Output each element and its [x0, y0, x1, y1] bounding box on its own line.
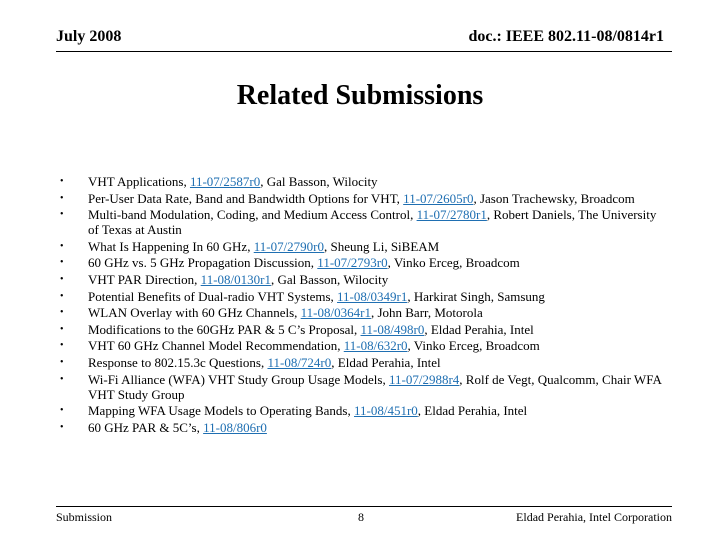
submission-link[interactable]: 11-08/0349r1: [337, 288, 408, 304]
item-text: VHT PAR Direction,: [88, 271, 201, 287]
bullet-icon: •: [60, 209, 64, 221]
item-text: , Vinko Erceg, Broadcom: [387, 255, 520, 271]
list-item: [56, 305, 670, 320]
bullet-icon: •: [60, 192, 64, 204]
item-text: Per-User Data Rate, Band and Bandwidth Options for VHT,: [88, 190, 404, 206]
list-item: [56, 338, 670, 353]
item-text: Modifications to the 60GHz PAR & 5 C’s Proposal,: [88, 321, 361, 337]
list-item: [56, 272, 670, 287]
submissions-list: [56, 174, 670, 436]
list-item: [56, 372, 670, 402]
list-item: [56, 191, 670, 206]
submission-link[interactable]: 11-08/0130r1: [200, 271, 271, 287]
footer-author: Eldad Perahia, Intel Corporation: [516, 510, 672, 524]
item-text: 60 GHz PAR & 5C’s,: [88, 419, 204, 435]
submission-link[interactable]: 11-07/2793r0: [317, 255, 388, 271]
item-text: , Gal Basson, Wilocity: [270, 271, 389, 287]
submission-link[interactable]: 11-07/2587r0: [189, 174, 261, 189]
item-text: What Is Happening In 60 GHz,: [88, 238, 254, 254]
item-text: VHT Applications,: [88, 174, 190, 189]
list-item: [56, 420, 670, 435]
slide-title: Related Submissions: [236, 80, 484, 111]
list-item: [56, 403, 670, 418]
submission-link[interactable]: 11-08/806r0: [203, 419, 267, 435]
bullet-icon: •: [60, 373, 64, 385]
bullet-icon: •: [60, 421, 64, 433]
submission-link[interactable]: 11-08/451r0: [354, 403, 418, 419]
header-doc-id: doc.: IEEE 802.11-08/0814r1: [468, 28, 664, 45]
item-text: , Robert Daniels, The University of Texas at Austin: [88, 207, 657, 238]
header-date: July 2008: [56, 28, 122, 45]
item-text: , Eldad Perahia, Intel: [424, 321, 534, 337]
bullet-icon: •: [60, 176, 64, 187]
submission-link[interactable]: 11-07/2790r0: [253, 238, 325, 254]
item-text: , Gal Basson, Wilocity: [260, 174, 378, 189]
page-number: 8: [358, 510, 364, 524]
bullet-icon: •: [60, 323, 64, 335]
header-divider: [56, 51, 672, 52]
bullet-icon: •: [60, 356, 64, 368]
list-item: [56, 207, 670, 237]
item-text: , Sheung Li, SiBEAM: [324, 238, 440, 254]
footer-divider: [56, 506, 672, 507]
bullet-icon: •: [60, 405, 64, 417]
bullet-icon: •: [60, 340, 64, 352]
item-text: Multi-band Modulation, Coding, and Medium Access Control,: [88, 207, 417, 223]
item-text: , Vinko Erceg, Broadcom: [407, 338, 540, 354]
list-item: [56, 174, 670, 189]
item-text: , John Barr, Motorola: [370, 305, 483, 321]
submission-link[interactable]: 11-08/498r0: [360, 321, 425, 337]
submission-link[interactable]: 11-07/2988r4: [388, 371, 460, 387]
submission-link[interactable]: 11-07/2605r0: [403, 190, 474, 206]
bullet-icon: •: [60, 273, 64, 285]
submission-link[interactable]: 11-07/2780r1: [416, 207, 487, 223]
submission-link[interactable]: 11-08/632r0: [343, 338, 408, 354]
list-item: [56, 322, 670, 337]
item-text: Potential Benefits of Dual-radio VHT Systems,: [88, 288, 338, 304]
item-text: , Harkirat Singh, Samsung: [407, 288, 545, 304]
list-item: [56, 255, 670, 270]
bullet-icon: •: [60, 257, 64, 269]
bullet-icon: •: [60, 290, 64, 302]
item-text: , Jason Trachewsky, Broadcom: [473, 190, 635, 206]
item-text: Mapping WFA Usage Models to Operating Bands,: [88, 403, 354, 419]
item-text: Response to 802.15.3c Questions,: [88, 354, 268, 370]
item-text: 60 GHz vs. 5 GHz Propagation Discussion,: [88, 255, 318, 271]
item-text: , Eldad Perahia, Intel: [331, 354, 441, 370]
submission-link[interactable]: 11-08/724r0: [267, 354, 332, 370]
list-item: [56, 289, 670, 304]
list-item: [56, 239, 670, 254]
list-item: [56, 355, 670, 370]
item-text: WLAN Overlay with 60 GHz Channels,: [88, 305, 301, 321]
item-text: , Eldad Perahia, Intel: [417, 403, 528, 419]
submission-link[interactable]: 11-08/0364r1: [300, 305, 371, 321]
item-text: Wi-Fi Alliance (WFA) VHT Study Group Usage Models,: [88, 371, 389, 387]
item-text: VHT 60 GHz Channel Model Recommendation,: [88, 338, 344, 354]
footer-label: Submission: [56, 510, 113, 524]
bullet-icon: •: [60, 307, 64, 319]
bullet-icon: •: [60, 240, 64, 252]
item-text: , Rolf de Vegt, Qualcomm, Chair WFA VHT Study Group: [88, 371, 662, 402]
